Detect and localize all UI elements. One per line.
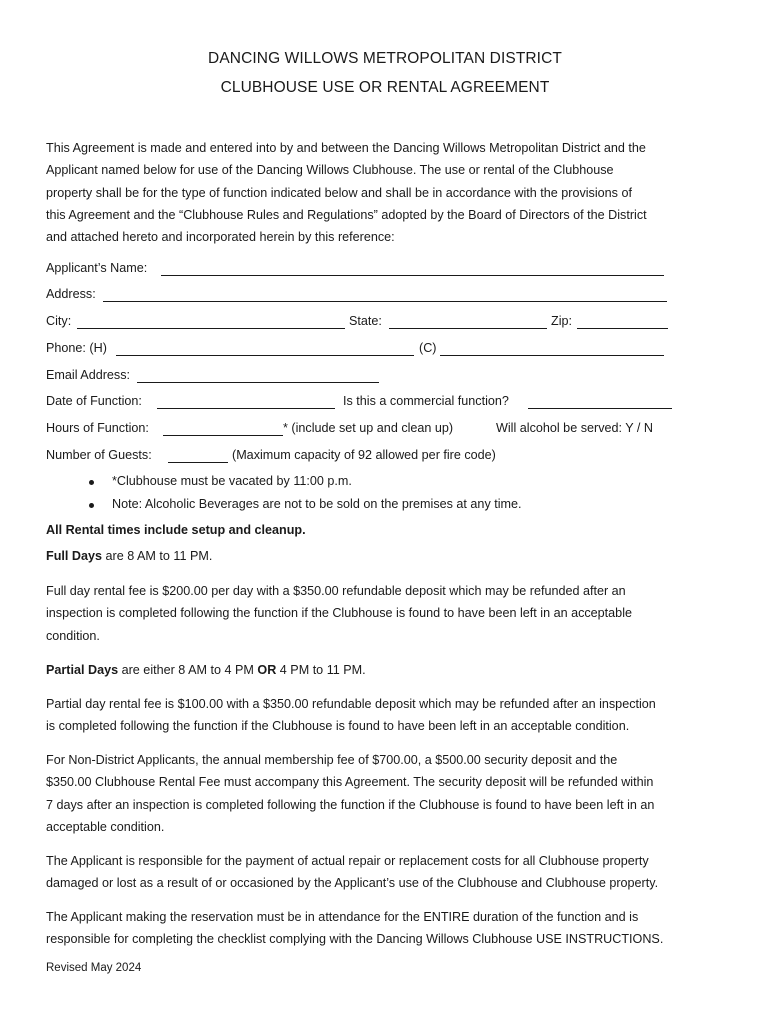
paragraph-line: is completed following the function if the Clubhouse is found to have been left in an acceptable condition.: [46, 719, 630, 734]
address-label: Address:: [46, 287, 96, 301]
revision-date: Revised May 2024: [46, 962, 142, 974]
intro-line: Applicant named below for use of the Dancing Willows Clubhouse. The use or rental of the Clubhouse: [46, 163, 614, 178]
city-state-zip-row: [46, 314, 676, 332]
partial-days-hours: are either 8 AM to 4 PM: [118, 663, 258, 677]
date-label: Date of Function:: [46, 394, 142, 408]
state-field[interactable]: [389, 328, 547, 329]
paragraph-line: For Non-District Applicants, the annual membership fee of $700.00, a $500.00 security deposit and the: [46, 753, 618, 767]
phone-home-label: Phone: (H): [46, 341, 107, 355]
guests-field[interactable]: [168, 462, 228, 463]
alcohol-question[interactable]: Will alcohol be served: Y / N: [496, 421, 654, 435]
paragraph-line: condition.: [46, 628, 100, 643]
email-field[interactable]: [137, 382, 379, 383]
non-district-paragraph: [46, 749, 736, 838]
full-days-hours: are 8 AM to 11 PM.: [102, 549, 213, 563]
full-days-label: Full Days: [46, 549, 102, 563]
applicant-name-label: Applicant’s Name:: [46, 261, 148, 275]
guests-label: Number of Guests:: [46, 448, 152, 462]
partial-days-hours-alt: 4 PM to 11 PM.: [276, 663, 366, 677]
email-row: [46, 368, 676, 386]
agreement-title: CLUBHOUSE USE OR RENTAL AGREEMENT: [220, 79, 550, 96]
rental-times-text: All Rental times include setup and cleanup.: [46, 523, 306, 537]
intro-line: This Agreement is made and entered into by and between the Dancing Willows Metropolitan District and the: [46, 141, 646, 155]
email-label: Email Address:: [46, 368, 130, 382]
intro-line: property shall be for the type of function indicated below and shall be in accordance with the provisions of: [46, 185, 632, 200]
address-field[interactable]: [103, 301, 667, 302]
paragraph-line: 7 days after an inspection is completed following the function if the Clubhouse is found to have been left in an: [46, 797, 655, 812]
zip-field[interactable]: [577, 328, 668, 329]
phone-cell-label: (C): [419, 341, 437, 355]
state-label: State:: [349, 314, 382, 328]
date-field[interactable]: [157, 408, 335, 409]
hours-note: * (include set up and clean up): [283, 421, 454, 435]
hours-row: [46, 421, 696, 439]
zip-label: Zip:: [551, 314, 572, 328]
partial-days-label: Partial Days: [46, 663, 119, 677]
commercial-field[interactable]: [528, 408, 672, 409]
bullet-text: *Clubhouse must be vacated by 11:00 p.m.: [112, 474, 352, 488]
bullet-icon: [89, 480, 94, 485]
paragraph-line: acceptable condition.: [46, 819, 165, 834]
partial-day-fee-paragraph: [46, 693, 736, 738]
paragraph-line: responsible for completing the checklist complying with the Dancing Willows Clubhouse USE INSTRUCTIONS.: [46, 932, 664, 947]
date-row: [46, 394, 686, 412]
phone-row: [46, 341, 676, 359]
commercial-label: Is this a commercial function?: [343, 394, 509, 408]
intro-paragraph: [46, 137, 726, 248]
paragraph-line: inspection is completed following the function if the Clubhouse is found to have been left in an acceptable: [46, 606, 632, 621]
paragraph-line: damaged or lost as a result of or occasioned by the Applicant’s use of the Clubhouse and Clubhouse property.: [46, 876, 659, 891]
paragraph-line: Partial day rental fee is $100.00 with a $350.00 refundable deposit which may be refunded after an inspection: [46, 697, 656, 711]
hours-label: Hours of Function:: [46, 421, 149, 435]
paragraph-line: The Applicant making the reservation must be in attendance for the ENTIRE duration of the function and is: [46, 910, 639, 924]
hours-field[interactable]: [163, 435, 283, 436]
paragraph-line: $350.00 Clubhouse Rental Fee must accompany this Agreement. The security deposit will be refunded within: [46, 775, 654, 790]
intro-line: and attached hereto and incorporated herein by this reference:: [46, 230, 395, 245]
district-title: DANCING WILLOWS METROPOLITAN DISTRICT: [208, 50, 562, 67]
phone-cell-field[interactable]: [440, 355, 664, 356]
city-label: City:: [46, 314, 72, 328]
address-row: [46, 287, 676, 305]
applicant-name-field[interactable]: [161, 275, 664, 276]
paragraph-line: Full day rental fee is $200.00 per day with a $350.00 refundable deposit which may be refunded after an: [46, 584, 626, 598]
guests-note: (Maximum capacity of 92 allowed per fire code): [232, 448, 496, 462]
guests-row: [46, 448, 686, 466]
bullet-icon: [89, 503, 94, 508]
bullet-text: Note: Alcoholic Beverages are not to be sold on the premises at any time.: [112, 497, 522, 511]
attendance-paragraph: [46, 906, 736, 951]
phone-home-field[interactable]: [116, 355, 414, 356]
partial-days-or: OR: [257, 663, 277, 677]
city-field[interactable]: [77, 328, 345, 329]
intro-line: this Agreement and the “Clubhouse Rules and Regulations” adopted by the Board of Directors of the District: [46, 207, 647, 222]
responsibility-paragraph: [46, 850, 736, 895]
paragraph-line: The Applicant is responsible for the payment of actual repair or replacement costs for all Clubhouse property: [46, 854, 649, 868]
full-days-line: [46, 545, 736, 567]
full-day-fee-paragraph: [46, 580, 736, 647]
partial-days-line: [46, 659, 736, 681]
applicant-name-row: [46, 261, 676, 279]
rental-times-heading: [46, 519, 736, 541]
